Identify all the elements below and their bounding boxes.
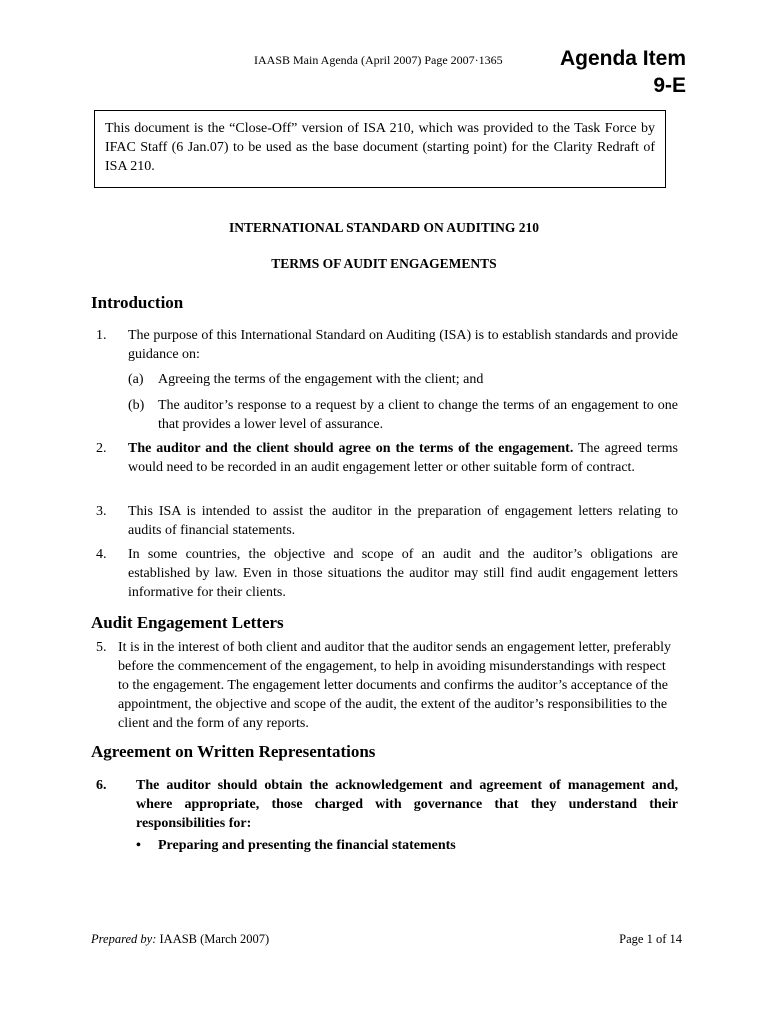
footer-prepared-value: IAASB (March 2007) <box>156 932 270 946</box>
standard-title: INTERNATIONAL STANDARD ON AUDITING 210 <box>228 220 540 235</box>
agenda-item-line2: 9-E <box>653 74 686 97</box>
paragraph-text <box>128 439 678 477</box>
section-heading-audit-engagement-letters: Audit Engagement Letters <box>91 613 284 632</box>
bullet-text: Preparing and presenting the financial statements <box>158 838 456 853</box>
section-heading-written-representations: Agreement on Written Representations <box>91 742 376 761</box>
bullet-item <box>136 838 456 854</box>
paragraph-5 <box>96 638 676 733</box>
paragraph-1b <box>128 396 678 434</box>
paragraph-6 <box>96 776 678 833</box>
item-text: The auditor’s response to a request by a client to change the terms of an engagement to one that provides a lower level of assurance. <box>158 398 678 432</box>
agenda-item-line1: Agenda Item <box>559 47 686 70</box>
paragraph-1 <box>96 326 678 364</box>
paragraph-number: 2. <box>96 441 107 456</box>
footer-prepared-by <box>91 932 269 947</box>
item-label: (a) <box>128 372 144 387</box>
paragraph-text: This ISA is intended to assist the auditor in the preparation of engagement letters relating to audits of financial statements. <box>128 504 678 538</box>
paragraph-3 <box>96 502 678 540</box>
paragraph-4 <box>96 545 678 602</box>
bullet-dot: • <box>136 838 141 853</box>
standard-subject: TERMS OF AUDIT ENGAGEMENTS <box>271 256 497 271</box>
close-off-notice-box: This document is the “Close-Off” version of ISA 210, which was provided to the Task Force by IFAC Staff (6 Jan.07) to be used as the base document (starting point) for the Clarity Redraft of ISA 210. <box>94 110 666 188</box>
item-label: (b) <box>128 398 145 413</box>
paragraph-text: The auditor should obtain the acknowledgement and agreement of management and, where appropriate, those charged with governance that they understand their responsibilities for: <box>136 778 678 831</box>
section-heading-introduction: Introduction <box>91 293 184 312</box>
header-meta: IAASB Main Agenda (April 2007) Page 2007·1365 <box>254 53 503 67</box>
paragraph-text: It is in the interest of both client and auditor that the auditor sends an engagement letter, preferably before the commencement of the engagement, to help in avoiding misunderstandings with respect to the engagement. The engagement letter documents and confirms the auditor’s acceptance of the appointment, the objective and scope of the audit, the extent of the auditor’s responsibilities to the client and the form of any reports. <box>118 640 672 731</box>
agenda-item-label <box>560 45 686 99</box>
item-text: Agreeing the terms of the engagement with the client; and <box>158 372 484 387</box>
paragraph-text: In some countries, the objective and scope of an audit and the auditor’s obligations are established by law. Even in those situations the auditor may still find audit engagement letters informative for their clients. <box>128 547 678 600</box>
paragraph-number: 4. <box>96 547 107 562</box>
paragraph-number: 5. <box>96 640 107 655</box>
paragraph-number: 1. <box>96 328 107 343</box>
paragraph-bold-requirement: The auditor and the client should agree on the terms of the engagement. <box>128 441 574 456</box>
paragraph-1a <box>128 370 678 389</box>
paragraph-number: 3. <box>96 504 107 519</box>
paragraph-guidance: The agreed terms would need to be recorded in an audit engagement letter or other suitable form of contract. <box>128 441 678 475</box>
paragraph-text: The purpose of this International Standard on Auditing (ISA) is to establish standards and provide guidance on: <box>128 328 678 362</box>
footer-page-number: Page 1 of 14 <box>619 932 682 946</box>
paragraph-number: 6. <box>96 778 107 793</box>
footer-prepared-label: Prepared by: <box>91 932 157 946</box>
paragraph-2 <box>96 439 678 477</box>
